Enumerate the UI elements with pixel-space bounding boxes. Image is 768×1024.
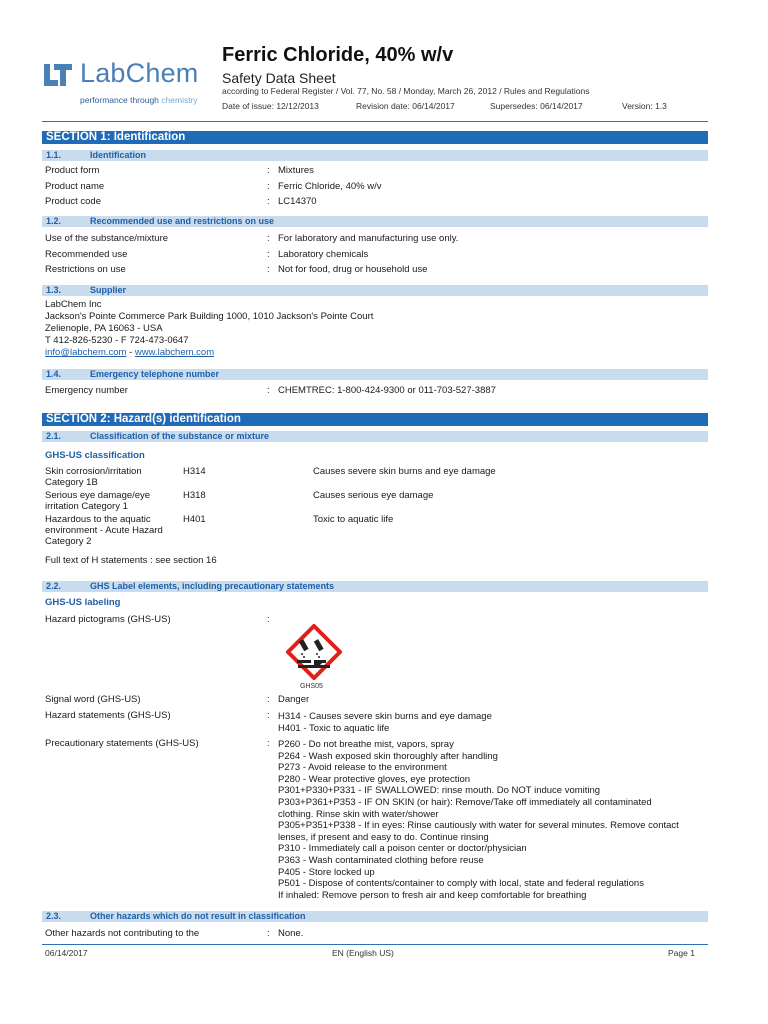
footer-page-number: Page 1	[668, 948, 695, 958]
hazard-category: Hazardous to the aquatic environment - Acute Hazard Category 2	[45, 514, 163, 547]
tagline-main: performance through	[80, 95, 159, 105]
emergency-number-row	[45, 385, 705, 397]
regulation-reference: according to Federal Register / Vol. 77, No. 58 / Monday, March 26, 2012 / Rules and Regulations	[222, 86, 590, 96]
hazard-category: Skin corrosion/irritation Category 1B	[45, 466, 142, 488]
supplier-address-line1: Jackson's Pointe Commerce Park Building 1000, 1010 Jackson's Pointe Court	[45, 311, 374, 322]
colon: :	[267, 694, 270, 705]
subsection-label: GHS Label elements, including precautionary statements	[90, 581, 335, 591]
hazard-statements-list	[278, 711, 708, 734]
colon: :	[267, 928, 270, 939]
precautionary-statement: P405 - Store locked up	[278, 866, 375, 878]
hazard-description: Toxic to aquatic life	[313, 514, 394, 525]
subsection-label: Other hazards which do not result in classification	[90, 911, 306, 921]
product-name-row	[45, 181, 705, 193]
labchem-logo	[44, 58, 224, 108]
precautionary-statement: P301+P330+P331 - IF SWALLOWED: rinse mouth. Do NOT induce vomiting	[278, 785, 601, 797]
field-value: Laboratory chemicals	[278, 249, 369, 260]
field-label: Product code	[45, 196, 101, 207]
hazard-code: H314	[183, 466, 206, 477]
subsection-number: 1.3.	[46, 285, 62, 295]
precautionary-statement: P501 - Dispose of contents/container to comply with local, state and federal regulations	[278, 878, 644, 890]
brand-name: LabChem	[80, 58, 199, 88]
footer-language: EN (English US)	[332, 948, 394, 958]
ghs-labeling-heading: GHS-US labeling	[45, 597, 121, 608]
field-value: LC14370	[278, 196, 317, 207]
recommended-use-row	[45, 249, 705, 261]
subsection-1-3	[42, 285, 708, 296]
product-form-row	[45, 165, 705, 177]
other-hazards-row	[45, 928, 705, 940]
subsection-1-1	[42, 150, 708, 161]
subsection-2-2	[42, 581, 708, 592]
section-2-header: SECTION 2: Hazard(s) identification	[42, 413, 708, 426]
field-value: Danger	[278, 694, 310, 705]
subsection-1-2	[42, 216, 708, 227]
full-text-reference: Full text of H statements : see section 16	[45, 555, 217, 566]
pictogram-caption: GHS05	[300, 683, 323, 690]
colon: :	[267, 165, 270, 176]
subsection-number: 2.1.	[46, 431, 62, 441]
colon: :	[267, 710, 270, 721]
field-value: CHEMTREC: 1-800-424-9300 or 011-703-527-3887	[278, 385, 496, 396]
subsection-label: Emergency telephone number	[90, 369, 220, 379]
precautionary-statement: If inhaled: Remove person to fresh air and keep comfortable for breathing	[278, 889, 587, 901]
ghs-classification-heading: GHS-US classification	[45, 450, 145, 461]
field-label: Precautionary statements (GHS-US)	[45, 738, 199, 749]
subsection-number: 2.2.	[46, 581, 62, 591]
precautionary-statement: P260 - Do not breathe mist, vapors, spray	[278, 739, 454, 750]
hazard-pictograms-row	[45, 614, 705, 626]
hazard-statement: H401 - Toxic to aquatic life	[278, 722, 390, 734]
supplier-contact-links	[45, 347, 214, 358]
footer-date: 06/14/2017	[45, 948, 88, 958]
subsection-label: Classification of the substance or mixture	[90, 431, 270, 441]
colon: :	[267, 233, 270, 244]
field-value: Ferric Chloride, 40% w/v	[278, 181, 382, 192]
subsection-number: 1.4.	[46, 369, 62, 379]
precautionary-statement: P310 - Immediately call a poison center or doctor/physician	[278, 843, 527, 855]
supplier-address-line2: Zelienople, PA 16063 - USA	[45, 323, 163, 334]
hazard-code: H401	[183, 514, 206, 525]
precautionary-statement: P280 - Wear protective gloves, eye protection	[278, 773, 471, 785]
hazard-category: Serious eye damage/eye irritation Category 1	[45, 490, 151, 512]
precautionary-statement: P363 - Wash contaminated clothing before reuse	[278, 854, 484, 866]
brand-tagline	[80, 95, 198, 105]
tagline-light: chemistry	[161, 95, 198, 105]
precautionary-statement: clothing. Rinse skin with water/shower	[278, 808, 439, 820]
field-value: None.	[278, 928, 304, 939]
product-code-row	[45, 196, 705, 208]
subsection-label: Recommended use and restrictions on use	[90, 216, 275, 226]
subsection-number: 2.3.	[46, 911, 62, 921]
subsection-label: Identification	[90, 150, 146, 160]
supplier-phone: T 412-826-5230 - F 724-473-0647	[45, 335, 189, 346]
field-label: Other hazards not contributing to the	[45, 928, 200, 939]
subsection-2-3	[42, 911, 708, 922]
colon: :	[267, 196, 270, 207]
field-label: Product name	[45, 181, 105, 192]
colon: :	[267, 264, 270, 275]
colon: :	[267, 249, 270, 260]
subsection-2-1	[42, 431, 708, 442]
document-dates	[222, 101, 702, 113]
field-label: Use of the substance/mixture	[45, 233, 169, 244]
colon: :	[267, 181, 270, 192]
subsection-label: Supplier	[90, 285, 127, 295]
precautionary-statement: lenses, if present and easy to do. Continue rinsing	[278, 831, 489, 843]
hazard-description: Causes serious eye damage	[313, 490, 434, 501]
document-subtitle: Safety Data Sheet	[222, 70, 336, 86]
revision-date: Revision date: 06/14/2017	[356, 101, 455, 111]
subsection-1-4	[42, 369, 708, 380]
field-value: For laboratory and manufacturing use only.	[278, 233, 459, 244]
header-divider	[42, 121, 708, 122]
supersedes-date: Supersedes: 06/14/2017	[490, 101, 583, 111]
email-link[interactable]: info@labchem.com	[45, 347, 127, 358]
section-1-header: SECTION 1: Identification	[42, 131, 708, 144]
link-separator: -	[126, 347, 135, 358]
subsection-number: 1.1.	[46, 150, 62, 160]
precautionary-statement: P264 - Wash exposed skin thoroughly after handling	[278, 750, 498, 762]
use-row	[45, 233, 705, 245]
field-label: Product form	[45, 165, 100, 176]
field-label: Recommended use	[45, 249, 128, 260]
precautionary-statements-list	[278, 739, 708, 901]
labchem-logo-icon	[44, 60, 74, 90]
hazard-code: H318	[183, 490, 206, 501]
field-value: Not for food, drug or household use	[278, 264, 428, 275]
field-value: Mixtures	[278, 165, 314, 176]
corrosion-pictogram-icon	[286, 624, 342, 680]
field-label: Signal word (GHS-US)	[45, 694, 141, 705]
footer-divider	[42, 944, 708, 945]
hazard-description: Causes severe skin burns and eye damage	[313, 466, 496, 477]
document-title: Ferric Chloride, 40% w/v	[222, 44, 454, 66]
subsection-number: 1.2.	[46, 216, 62, 226]
precautionary-statement: P303+P361+P353 - IF ON SKIN (or hair): Remove/Take off immediately all contaminated	[278, 796, 652, 808]
field-label: Emergency number	[45, 385, 128, 396]
date-of-issue: Date of issue: 12/12/2013	[222, 101, 319, 111]
field-label: Hazard statements (GHS-US)	[45, 710, 171, 721]
colon: :	[267, 614, 270, 625]
hazard-statement: H314 - Causes severe skin burns and eye damage	[278, 711, 492, 722]
supplier-name: LabChem Inc	[45, 299, 102, 310]
field-label: Hazard pictograms (GHS-US)	[45, 614, 171, 625]
version: Version: 1.3	[622, 101, 667, 111]
precautionary-statement: P273 - Avoid release to the environment	[278, 762, 447, 774]
restrictions-row	[45, 264, 705, 276]
signal-word-row	[45, 694, 705, 706]
precautionary-statement: P305+P351+P338 - If in eyes: Rinse cautiously with water for several minutes. Remove contact	[278, 820, 679, 832]
field-label: Restrictions on use	[45, 264, 126, 275]
colon: :	[267, 385, 270, 396]
website-link[interactable]: www.labchem.com	[134, 347, 215, 358]
colon: :	[267, 738, 270, 749]
